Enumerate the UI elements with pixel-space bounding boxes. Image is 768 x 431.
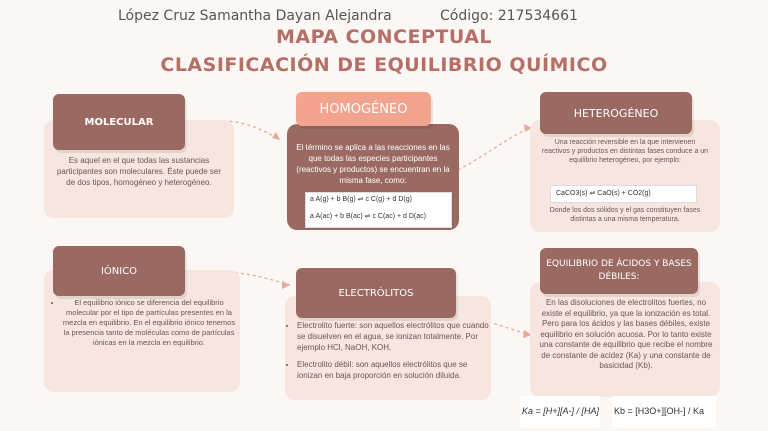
ka-formula [520, 396, 600, 428]
molecular-text: Es aquel en el que todas las sustancias participantes son moleculares. Éste puede ser de dos tipos, homogéneo y heterogéneo. [56, 156, 222, 187]
heterogeneo-heading: HETEROGÉNEO [540, 92, 692, 134]
electrolitos-list [285, 320, 490, 387]
heterogeneo-equation: CaCO3(s) ⇌ CaO(s) + CO2(g) [556, 190, 651, 197]
ionico-heading: IÓNICO [53, 246, 185, 296]
electrolitos-heading: ELECTRÓLITOS [296, 268, 456, 318]
kb-formula-text: Kb = [H3O+][OH-] / Ka [614, 406, 705, 416]
electrolito-debil: • Electrolito débil: son aquellos electrólitos que se ionizan en baja proporción en solución diluida. [297, 359, 490, 381]
acidos-bases-heading: EQUILIBRIO DE ÁCIDOS Y BASES DÉBILES: [540, 248, 698, 294]
heterogeneo-text2: Donde los dos sólidos y el gas constituyen fases distintas a una misma temperatura. [549, 207, 701, 223]
acidos-bases-text: En las disoluciones de electrolitos fuertes, no existe el equilibrio, ya que la ionización es total. Pero para los ácidos y las bases débiles, existe equilibrio en solución acuosa. Por lo tanto existe una constante de equilibrio que recibe el nombre de constante de acidez (Ka) y una constante de basicidad (Kb). [539, 298, 713, 370]
ka-formula-text: Ka = [H+][A-] / [HA] [522, 406, 600, 416]
kb-formula [612, 396, 716, 428]
page-title: MAPA CONCEPTUAL [275, 26, 493, 48]
ionico-list [50, 298, 236, 354]
arrowhead-3 [282, 281, 290, 289]
molecular-heading: MOLECULAR [53, 94, 185, 150]
author-name: López Cruz Samantha Dayan Alejandra [118, 8, 392, 24]
homogeneo-heading: HOMOGÉNEO [296, 92, 431, 126]
heterogeneo-text: Una reacción reversible en la que intervienen reactivos y productos en distintas fases conduce a un equilibrio heterogéneo, por ejemplo: [541, 139, 709, 164]
arrow-homogeneo-heterogeneo [458, 128, 532, 170]
homogeneo-text: El término se aplica a las reacciones en las que todas las especies participantes (reactivos y productos) se encuentran en la misma fase, como: [296, 143, 450, 185]
ionico-text: • El equilibrio iónico se diferencia del equilibrio molecular por el tipo de partículas presentes en la mezcla en equilibrio. En el equilibrio iónico tenemos la presencia tanto de moléculas como de partículas iónicas en la mezcla en equilibrio. [62, 298, 236, 348]
homogeneo-equation-gas: a A(g) + b B(g) ⇌ c C(g) + d D(g) [310, 196, 412, 203]
student-code: Código: 217534661 [440, 8, 578, 24]
homogeneo-equation-aq: a A(ac) + b B(ac) ⇌ c C(ac) + d D(ac) [310, 213, 426, 220]
electrolito-fuerte: • Electrolito fuerte: son aquellos electrólitos que cuando se disuelven en el agua, se ionizan totalmente. Por ejemplo HCl, NaOH, KOH. [297, 320, 490, 353]
arrowhead-1 [272, 132, 280, 140]
page-subtitle: CLASIFICACIÓN DE EQUILIBRIO QUÍMICO [160, 54, 608, 76]
